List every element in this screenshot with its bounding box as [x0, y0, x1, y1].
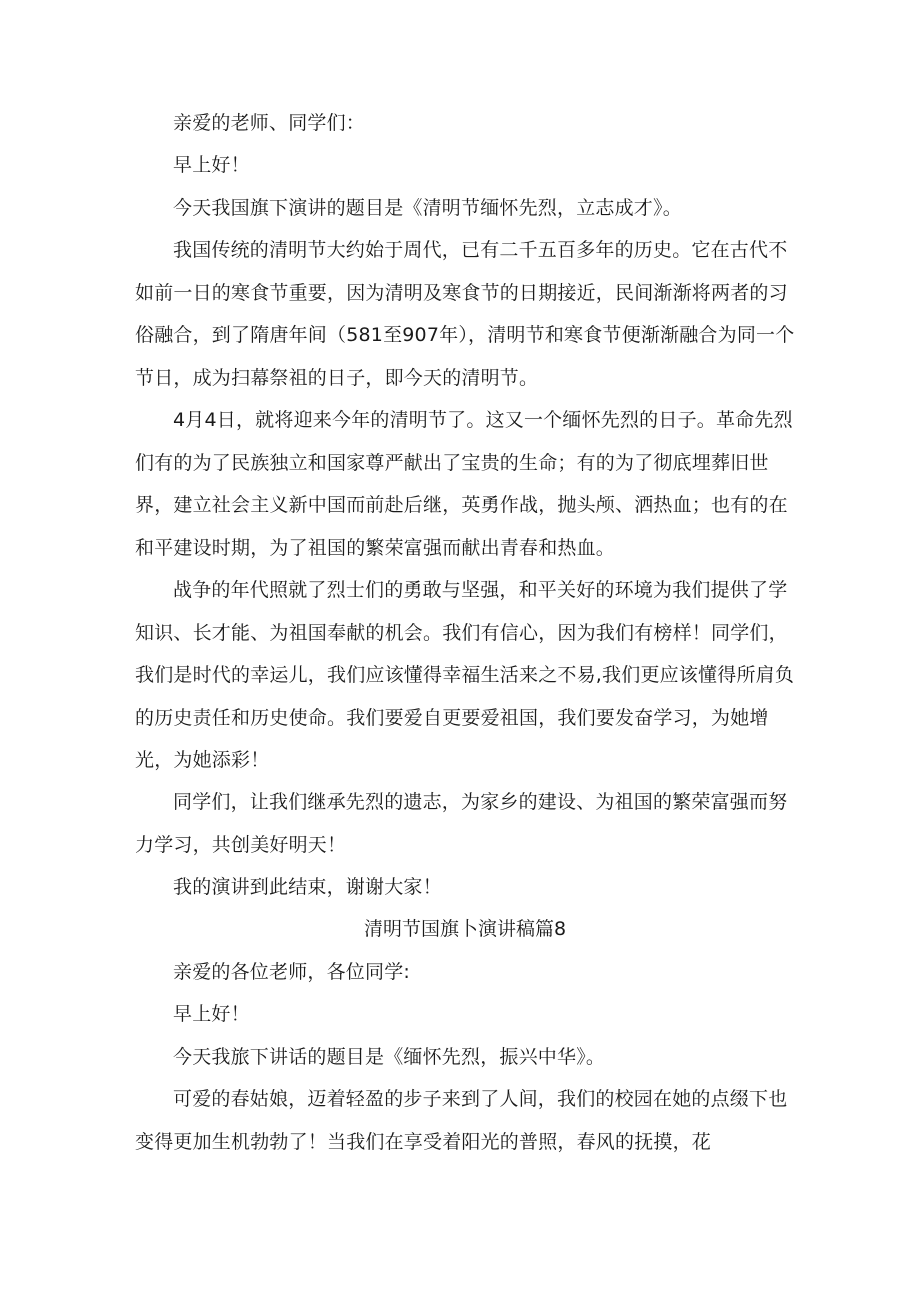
- speech7-paragraph-3: 战争的年代照就了烈士们的勇敢与坚强，和平关好的环境为我们提供了学知识、长才能、为祖国奉献的机会。我们有信心，因为我们有榜样！同学们，我们是时代的幸运儿，我们应该懂得幸福生活来之不易,我们更应该懂得所肩负的历史责任和历史使命。我们要爱自更要爱祖国，我们要发奋学习，为她增光，为她添彩！: [135, 579, 795, 771]
- speech7-morning: 早上好！: [173, 154, 250, 176]
- speech7-paragraph-4: 同学们，让我们继承先烈的遗志，为家乡的建设、为祖国的繁荣富强而努力学习，共创美好明天！: [135, 791, 788, 856]
- speech8-topic: 今天我旅下讲话的题目是《缅怀先烈，振兴中华》。: [173, 1046, 606, 1068]
- speech7-paragraph-2: 4月4日，就将迎来今年的清明节了。这又一个缅怀先烈的日子。革命先烈们有的为了民族独立和国家尊严献出了宝贵的生命；有的为了彻底埋葬旧世界，建立社会主义新中国而前赴后继，英勇作战，抛头颅、洒热血；也有的在和平建设时期，为了祖国的繁荣富强而献出青春和热血。: [135, 409, 793, 559]
- speech7-closing: 我的演讲到此结束，谢谢大家！: [173, 876, 442, 898]
- speech7-topic: 今天我国旗下演讲的题目是《清明节缅怀先烈，立志成才》。: [173, 197, 682, 219]
- speech7-paragraph-1: 我国传统的清明节大约始于周代，已有二千五百多年的历史。它在古代不如前一日的寒食节重要，因为清明及寒食节的日期接近，民间渐渐将两者的习俗融合，到了隋唐年间（581至907年），清明节和寒食节便渐渐融合为同一个节日，成为扫幕祭祖的日子，即今天的清明节。: [135, 239, 795, 389]
- speech8-greeting: 亲爱的各位老师，各位同学:: [173, 961, 411, 983]
- speech7-greeting: 亲爱的老师、同学们：: [173, 112, 366, 134]
- speech8-paragraph-1: 可爱的春姑娘，迈着轻盈的步子来到了人间，我们的校园在她的点缀下也变得更加生机勃勃了！当我们在享受着阳光的普照，春风的抚摸，花: [135, 1088, 788, 1153]
- speech8-morning: 早上好！: [173, 1003, 250, 1025]
- speech8-title: 清明节国旗卜演讲稿篇8: [363, 918, 567, 940]
